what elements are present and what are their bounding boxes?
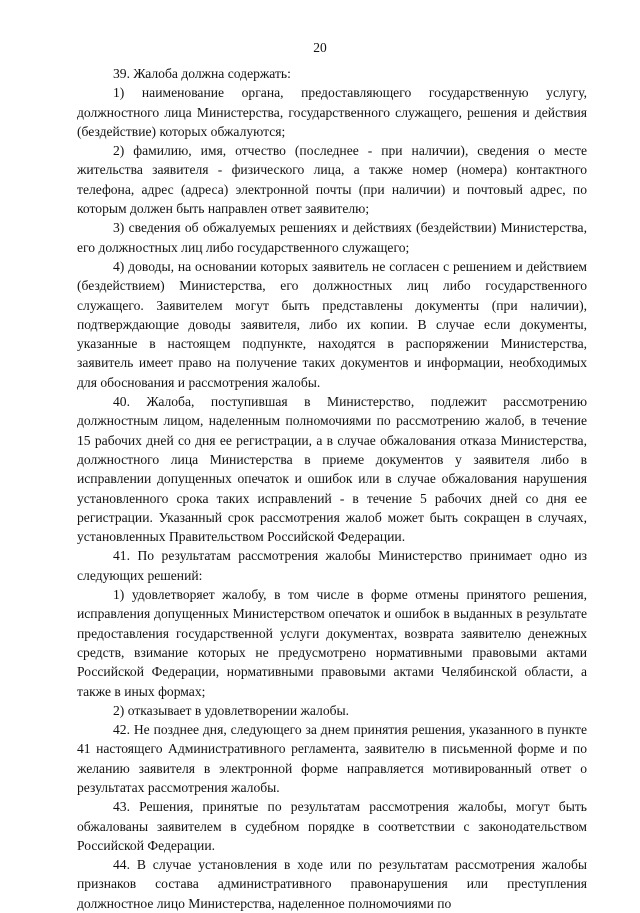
paragraph-42: 42. Не позднее дня, следующего за днем принятия решения, указанного в пункте 41 настоящего Административного регламента, заявителю в письменной форме и по желанию заявителя в электронной форме направляется мотивированный ответ о результатах рассмотрения жалобы. [77,722,587,795]
paragraph-39-item-3: 3) сведения об обжалуемых решениях и действиях (бездействии) Министерства, его должностных лиц либо государственного служащего; [77,220,587,255]
paragraph-39-heading: 39. Жалоба должна содержать: [113,66,291,81]
paragraph-39-item-4: 4) доводы, на основании которых заявитель не согласен с решением и действием (бездействием) Министерства, его должностных лиц либо государственного служащего. Заявителем могут быть представлены документы (при наличии), подтверждающие доводы заявителя, либо их копии. В случае если документы, указанные в настоящем подпункте, находятся в распоряжении Министерства, заявитель имеет право на получение таких документов и информации, необходимых для обоснования и рассмотрения жалобы. [77,258,587,390]
paragraph-39-item-2: 2) фамилию, имя, отчество (последнее - при наличии), сведения о месте жительства заявителя - физического лица, а также номер (номера) контактного телефона, адрес (адреса) электронной почты (при наличии) и почтовый адрес, по которым должен быть направлен ответ заявителю; [77,143,587,217]
document-body [77,64,587,913]
paragraph-41-item-1: 1) удовлетворяет жалобу, в том числе в форме отмены принятого решения, исправления допущенных Министерством опечаток и ошибок в выданных в результате предоставления государственной услуги документах, возврата заявителю денежных средств, взимание которых не предусмотрено нормативными правовыми актами Российской Федерации, нормативными правовыми актами Челябинской области, а также в иных формах; [77,587,587,699]
paragraph-41-heading: 41. По результатам рассмотрения жалобы Министерство принимает одно из следующих решений: [77,548,587,583]
page-number: 20 [313,40,327,55]
paragraph-44: 44. В случае установления в ходе или по результатам рассмотрения жалобы признаков состава административного правонарушения или преступления должностное лицо Министерства, наделенное полномочиями по [77,857,587,911]
paragraph-39-item-1: 1) наименование органа, предоставляющего государственную услугу, должностного лица Министерства, государственного служащего, решения и действия (бездействие) которых обжалуются; [77,85,587,139]
paragraph-43: 43. Решения, принятые по результатам рассмотрения жалобы, могут быть обжалованы заявителем в судебном порядке в соответствии с законодательством Российской Федерации. [77,799,587,853]
paragraph-40: 40. Жалоба, поступившая в Министерство, подлежит рассмотрению должностным лицом, наделенным полномочиями по рассмотрению жалоб, в течение 15 рабочих дней со дня ее регистрации, а в случае обжалования отказа Министерства, должностного лица Министерства в приеме документов у заявителя либо в исправлении допущенных опечаток и ошибок или в случае обжалования нарушения установленного срока таких исправлений - в течение 5 рабочих дней со дня ее регистрации. Указанный срок рассмотрения жалоб может быть сокращен в случаях, установленных Правительством Российской Федерации. [77,394,587,545]
paragraph-41-item-2: 2) отказывает в удовлетворении жалобы. [113,702,350,718]
